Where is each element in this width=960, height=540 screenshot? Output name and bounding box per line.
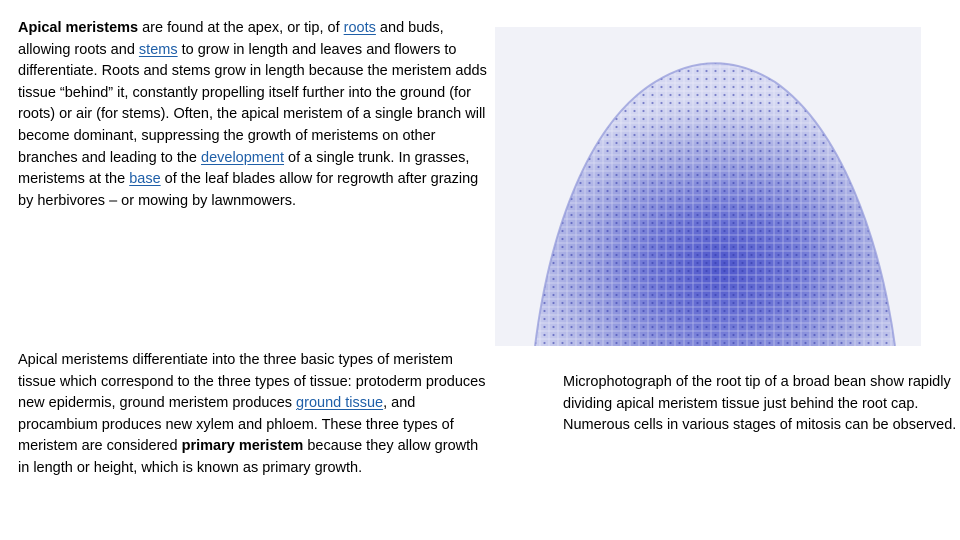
para1-text-5: of the leaf blades allow for regrowth after grazing by herbivores – or mowing by lawnmowers.	[18, 171, 479, 209]
para2-text-1: Apical meristems differentiate into the three basic types of meristem tissue which correspond to the three types of tissue: protoderm produces new epidermis, ground meristem produces	[18, 352, 486, 412]
meristem-paragraph-1	[18, 18, 490, 212]
root-tip-microphotograph	[495, 27, 921, 346]
development-link[interactable]: development	[201, 149, 285, 166]
para2-text-3: because they allow growth in length or height, which is known as primary growth.	[18, 438, 479, 476]
para1-text-3: to grow in length and leaves and flowers to differentiate. Roots and stems grow in length because the meristem adds tissue “behind” it, constantly propelling itself further into the ground (for roots) or air (for stems). Often, the apical meristem of a single branch will become dominant, suppressing the growth of meristems on other branches and leading to the	[18, 41, 487, 166]
para1-text-4: of a single trunk. In grasses, meristems at the	[18, 149, 470, 188]
ground-tissue-link[interactable]: ground tissue	[296, 395, 384, 412]
para1-text-2: and buds, allowing roots and	[18, 20, 444, 58]
apical-meristems-term: Apical meristems	[18, 20, 139, 36]
roots-link[interactable]: roots	[343, 20, 376, 36]
primary-meristem-term: primary meristem	[181, 438, 304, 455]
root-tip-image	[495, 27, 921, 346]
stems-link[interactable]: stems	[138, 41, 178, 58]
photo-caption: Microphotograph of the root tip of a broad bean show rapidly dividing apical meristem tissue just behind the root cap. Numerous cells in various stages of mitosis can be observed.	[563, 374, 957, 434]
para1-text-1: are found at the apex, or tip, of	[138, 20, 344, 36]
meristem-paragraph-2	[18, 350, 490, 480]
base-link[interactable]: base	[129, 171, 161, 188]
para2-text-2: , and procambium produces new xylem and phloem. These three types of meristem are considered	[18, 395, 454, 455]
